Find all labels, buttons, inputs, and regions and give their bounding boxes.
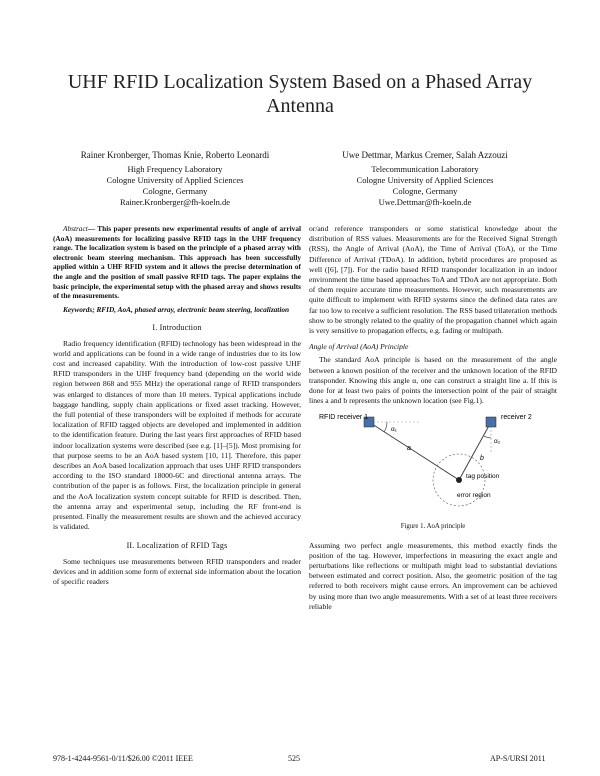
author-location: Cologne, Germany — [392, 186, 458, 196]
section-heading-introduction: I. Introduction — [152, 323, 202, 333]
keywords: Keywords; RFID, AoA, phased array, electronic beam steering, localization — [63, 304, 290, 314]
aoa-diagram — [309, 410, 557, 518]
receiver-2-label: receiver 2 — [501, 414, 532, 422]
author-location: Cologne, Germany — [142, 186, 208, 196]
error-region-label: error region — [457, 492, 491, 500]
figure-caption: Figure 1. AoA principle — [400, 523, 466, 531]
abstract-text: — This paper presents new experimental results of angle of arrival (AoA) measurements for localizing passive RFID tags in the UHF frequency range. The localization system is based on the principle of a phased array with electronic beam steering mechanism. This approach has been successfully applied within a UHF RFID system and it allows the precise determination of the angle and the position of small passive RFID tags. The paper explains the basic principle, the experimental setup with the phased array and shows results of the measurements. — [53, 224, 301, 301]
after-figure-text: Assuming two perfect angle measurements, this method exactly finds the position of the tag. However, imperfections in measuring the exact angle and perturbations like reflections or multipath might lead to substantial deviations between estimated and correct position. Also, the geometric position of the tag referred to both receivers might cause errors. An improvement can be achieved by using more than two angle measurements. With a set of at least three receivers reliable — [309, 540, 557, 611]
tag-position-label: tag position — [466, 473, 500, 481]
aoa-diagram-svg — [309, 410, 557, 518]
introduction-text: Radio frequency identification (RFID) technology has been widespread in the world and applications can be found in a wide range of industries due to its low cost and increased capability. With the introduction of low-cost passive UHF RFID transponders in the UHF frequency band (depending on the world wide region between 868 and 955 MHz) the operational range of RFID transponders was enlarged to distances of more than 10 meters. Typical applications include baggage handling, supply chain applications or fixed asset tracking. However, the full potential of these transponders will be exploited if methods for accurate localization of RFID tagged objects are developed and implemented in addition to the identification feature. During the last years first approaches of RFID based indoor localization systems were described (see e.g. [1]–[5]). Most promising for that purpose seems to be an AoA based system [10, 11]. Therefore, this paper describes an AoA based localization approach that uses UHF RFID transponders according to the ISO standard 18000-6C and directional antenna arrays. The contribution of the paper is as follows. First, the localization principle in general and the AoA localization system concept suitable for RFID is described. Then, the antenna array and experimental setup, including the RF front-end is presented. Finally the measurement results are shown and the achieved accuracy is validated. — [53, 338, 301, 532]
tag-position-dot — [456, 477, 462, 483]
line-a-label: a — [407, 445, 411, 453]
alpha-2-arc — [484, 436, 491, 438]
author-names: Uwe Dettmar, Markus Cremer, Salah Azzouzi — [342, 150, 508, 160]
author-email: Uwe.Dettmar@fh-koeln.de — [378, 197, 472, 207]
line-b — [459, 422, 491, 480]
author-lab: Telecommunication Laboratory — [371, 164, 479, 174]
line-b-label: b — [480, 455, 484, 463]
alpha-1-label: α₁ — [391, 426, 397, 434]
left-column — [53, 224, 301, 587]
author-email: Rainer.Kronberger@fh-koeln.de — [119, 197, 231, 207]
aoa-text: The standard AoA principle is based on the measurement of the angle between a known position of the receiver and the unknown location of the RFID transponder. Knowing this angle α, one can construct a straight line a. If this is done for at least two pairs of points the intersection point of the pair of straight lines a and b represents the unknown location (see Fig.1). — [309, 355, 557, 406]
right-column — [309, 224, 557, 612]
author-names: Rainer Kronberger, Thomas Knie, Roberto Leonardi — [80, 150, 270, 160]
author-lab: High Frequency Laboratory — [127, 164, 223, 174]
continued-text: or/and reference transponders or some statistical knowledge about the distribution of RSS values. Measurements are for the Received Signal Strength (RSS), the Angle of Arrival (AoA), the Time of Arrival (ToA), or the Time Difference of Arrival (TDoA). In addition, hybrid procedures are proposed as well ([6], [7]). For the radio based RFID transponder localization in an indoor environment the time based approaches ToA and TDoA are not appropriate. Both of them require accurate time measurements. However, such measurements are quite difficult to implement with RFID systems since the defined data rates are far too low to receive a sufficient resolution. The RSS based trilateration methods show to be strongly related to the quality of the propagation channel which again is very sensitive to propagation effects, e.g. fading or multipath. — [309, 224, 557, 336]
figure-1 — [309, 410, 557, 532]
author-block-right — [295, 150, 555, 208]
author-university: Cologne University of Applied Sciences — [356, 175, 494, 185]
line-a — [369, 422, 459, 480]
paper-title: UHF RFID Localization System Based on a Phased Array Antenna — [67, 71, 533, 117]
subsection-heading-aoa: Angle of Arrival (AoA) Principle — [309, 342, 409, 352]
section-heading-localization: II. Localization of RFID Tags — [126, 541, 228, 551]
author-university: Cologne University of Applied Sciences — [106, 175, 244, 185]
localization-text: Some techniques use measurements between RFID transponders and reader devices and in addition some form of external side information about the location of specific readers — [53, 556, 301, 587]
receiver-2-icon — [486, 417, 496, 427]
alpha-1-arc — [384, 422, 387, 432]
author-block-left — [45, 150, 305, 208]
receiver-1-label: RFID receiver 1 — [319, 414, 369, 422]
alpha-2-label: α₂ — [494, 438, 501, 446]
abstract-lead: Abstract — [63, 224, 88, 233]
page-number: 525 — [288, 754, 300, 763]
footer-isbn: 978-1-4244-9561-0/11/$26.00 ©2011 IEEE — [53, 754, 193, 763]
abstract — [53, 224, 301, 301]
footer-conference: AP-S/URSI 2011 — [490, 754, 546, 763]
